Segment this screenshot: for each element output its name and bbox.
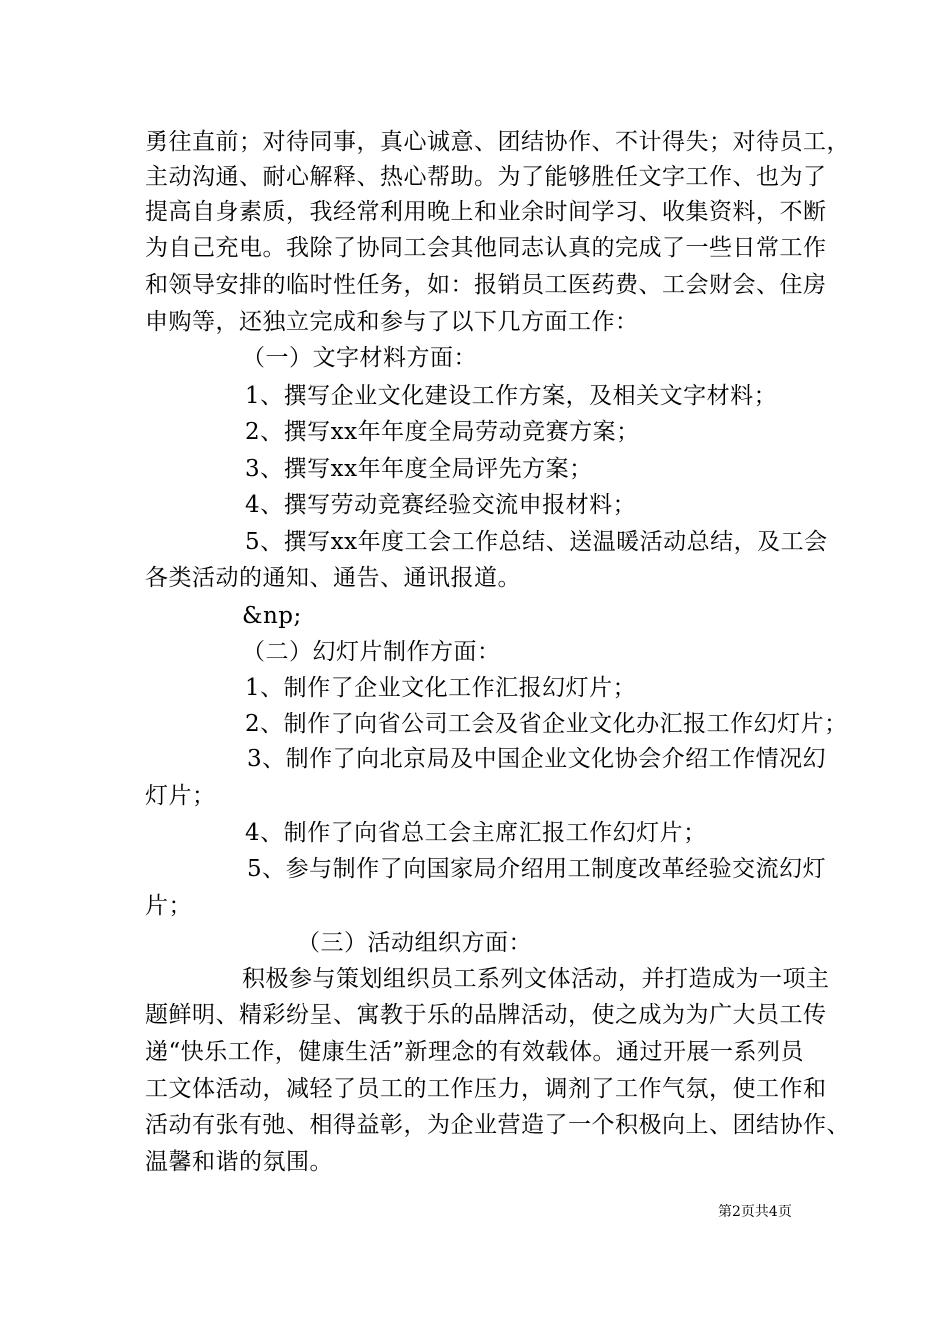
paragraph-line: 工文体活动，减轻了员工的工作压力，调剂了工作气氛，使工作和 — [145, 1076, 827, 1102]
paragraph-line: 温馨和谐的氛围。 — [145, 1149, 333, 1175]
paragraph-line: 和领导安排的临时性任务，如：报销员工医药费、工会财会、住房 — [145, 272, 827, 298]
list-item: 4、制作了向省总工会主席汇报工作幻灯片； — [245, 820, 707, 846]
paragraph-line: 递“快乐工作，健康生活”新理念的有效载体。通过开展一系列员 — [145, 1039, 805, 1065]
paragraph-line: 勇往直前；对待同事，真心诚意、团结协作、不计得失；对待员工， — [145, 129, 850, 155]
list-item: 3、撰写xx年年度全局评先方案； — [245, 456, 593, 482]
list-item: 2、制作了向省公司工会及省企业文化办汇报工作幻灯片； — [245, 711, 848, 737]
section-heading-activities: （三）活动组织方面： — [297, 930, 532, 956]
paragraph-line: 主动沟通、耐心解释、热心帮助。为了能够胜任文字工作、也为了 — [145, 164, 827, 190]
paragraph-line: 为自己充电。我除了协同工会其他同志认真的完成了一些日常工作 — [145, 235, 827, 261]
section-heading-slides: （二）幻灯片制作方面： — [242, 639, 501, 665]
list-item: 5、撰写xx年度工会工作总结、送温暖活动总结，及工会 — [245, 529, 828, 555]
list-item-continuation: 各类活动的通知、通告、通讯报道。 — [145, 565, 521, 591]
section-heading-text-materials: （一）文字材料方面： — [242, 345, 477, 371]
paragraph-line: 提高自身素质，我经常利用晚上和业余时间学习、收集资料，不断 — [145, 199, 827, 225]
stray-text: &np; — [242, 603, 302, 629]
list-item-continuation: 片； — [145, 893, 192, 919]
list-item: 3、制作了向北京局及中国企业文化协会介绍工作情况幻 — [247, 746, 827, 772]
list-item: 1、撰写企业文化建设工作方案，及相关文字材料； — [245, 383, 778, 409]
paragraph-line: 活动有张有弛、相得益彰，为企业营造了一个积极向上、团结协作、 — [145, 1112, 850, 1138]
list-item-continuation: 灯片； — [145, 783, 216, 809]
page-number: 第2页共4页 — [718, 1204, 792, 1220]
list-item: 5、参与制作了向国家局介绍用工制度改革经验交流幻灯 — [247, 856, 827, 882]
paragraph-line: 题鲜明、精彩纷呈、寓教于乐的品牌活动，使之成为为广大员工传 — [145, 1002, 827, 1028]
paragraph-line: 积极参与策划组织员工系列文体活动，并打造成为一项主 — [242, 966, 830, 992]
paragraph-line: 申购等，还独立完成和参与了以下几方面工作： — [145, 309, 639, 335]
list-item: 2、撰写xx年年度全局劳动竞赛方案； — [245, 419, 640, 445]
list-item: 1、制作了企业文化工作汇报幻灯片； — [245, 675, 637, 701]
list-item: 4、撰写劳动竞赛经验交流申报材料； — [245, 492, 637, 518]
